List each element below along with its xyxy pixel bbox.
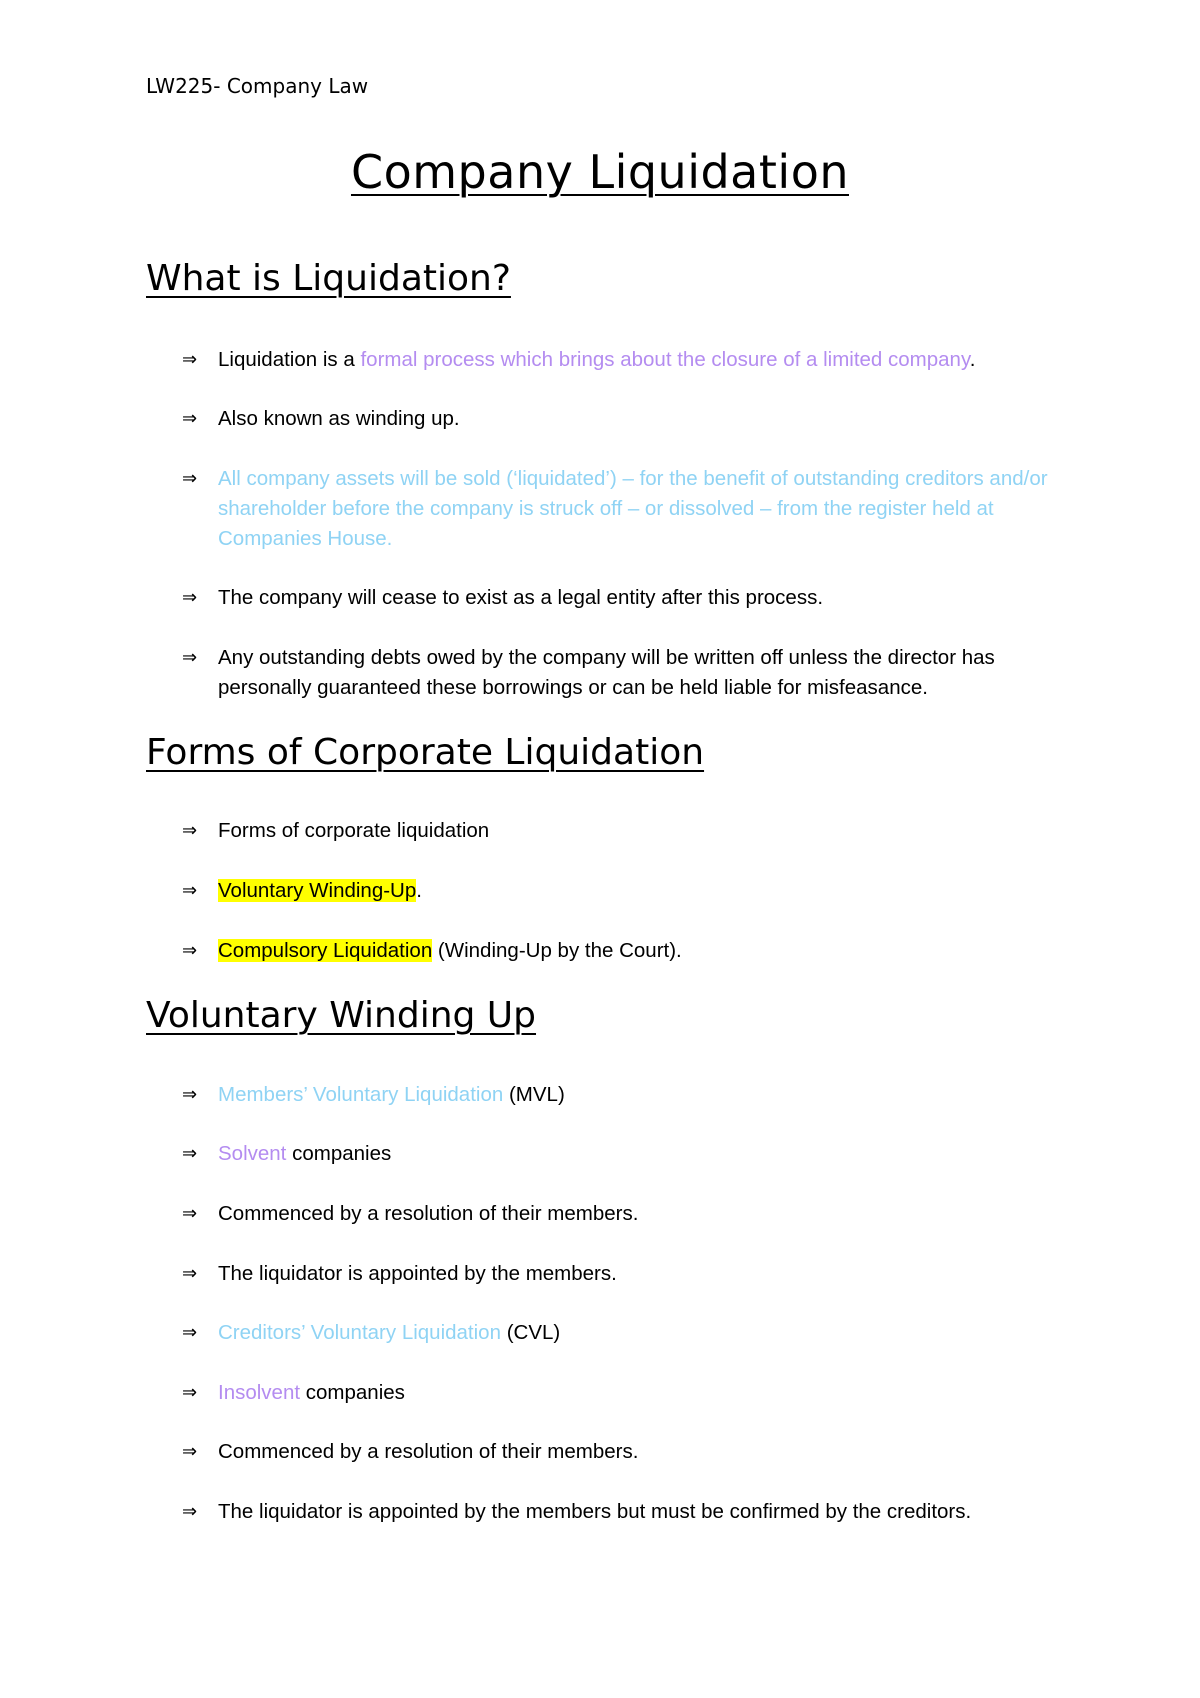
section-heading-forms: Forms of Corporate Liquidation: [146, 732, 705, 773]
arrow-bullet-icon: ⇒: [182, 880, 198, 901]
list-item: ⇒ All company assets will be sold (‘liquidated’) – for the benefit of outstanding creditors and/or shareholder before the company is struck off – or dissolved – from the register held at Companies House.: [182, 464, 1062, 554]
arrow-bullet-icon: ⇒: [182, 1263, 198, 1284]
list-item: ⇒ Forms of corporate liquidation: [182, 816, 1062, 846]
list-item: ⇒ Insolvent companies: [182, 1378, 1062, 1408]
arrow-bullet-icon: ⇒: [182, 468, 198, 489]
list-item: ⇒ Voluntary Winding-Up.: [182, 876, 1062, 906]
arrow-bullet-icon: ⇒: [182, 1084, 198, 1105]
list-item: ⇒ Commenced by a resolution of their members.: [182, 1199, 1062, 1229]
arrow-bullet-icon: ⇒: [182, 1501, 198, 1522]
arrow-bullet-icon: ⇒: [182, 1143, 198, 1164]
list-item: ⇒ The liquidator is appointed by the members but must be confirmed by the creditors.: [182, 1497, 1062, 1527]
list-item: ⇒ The liquidator is appointed by the members.: [182, 1259, 1062, 1289]
arrow-bullet-icon: ⇒: [182, 647, 198, 668]
list-item: ⇒ Commenced by a resolution of their members.: [182, 1437, 1062, 1467]
section-heading-voluntary-winding-up: Voluntary Winding Up: [146, 995, 537, 1036]
section-heading-what-is-liquidation: What is Liquidation?: [146, 258, 511, 299]
arrow-bullet-icon: ⇒: [182, 820, 198, 841]
course-header: LW225- Company Law: [146, 74, 369, 98]
arrow-bullet-icon: ⇒: [182, 408, 198, 429]
arrow-bullet-icon: ⇒: [182, 940, 198, 961]
page-title: Company Liquidation: [350, 145, 849, 199]
list-item: ⇒ Liquidation is a formal process which brings about the closure of a limited company.: [182, 345, 1062, 375]
arrow-bullet-icon: ⇒: [182, 1441, 198, 1462]
list-item: ⇒ The company will cease to exist as a legal entity after this process.: [182, 583, 1062, 613]
list-item: ⇒ Also known as winding up.: [182, 404, 1062, 434]
arrow-bullet-icon: ⇒: [182, 1203, 198, 1224]
arrow-bullet-icon: ⇒: [182, 1382, 198, 1403]
list-item: ⇒ Compulsory Liquidation (Winding-Up by the Court).: [182, 936, 1062, 966]
list-item: ⇒ Any outstanding debts owed by the company will be written off unless the director has personally guaranteed these borrowings or can be held liable for misfeasance.: [182, 643, 1062, 703]
list-item: ⇒ Solvent companies: [182, 1139, 1062, 1169]
arrow-bullet-icon: ⇒: [182, 349, 198, 370]
arrow-bullet-icon: ⇒: [182, 1322, 198, 1343]
arrow-bullet-icon: ⇒: [182, 587, 198, 608]
list-item: ⇒ Members’ Voluntary Liquidation (MVL): [182, 1080, 1062, 1110]
list-item: ⇒ Creditors’ Voluntary Liquidation (CVL): [182, 1318, 1062, 1348]
